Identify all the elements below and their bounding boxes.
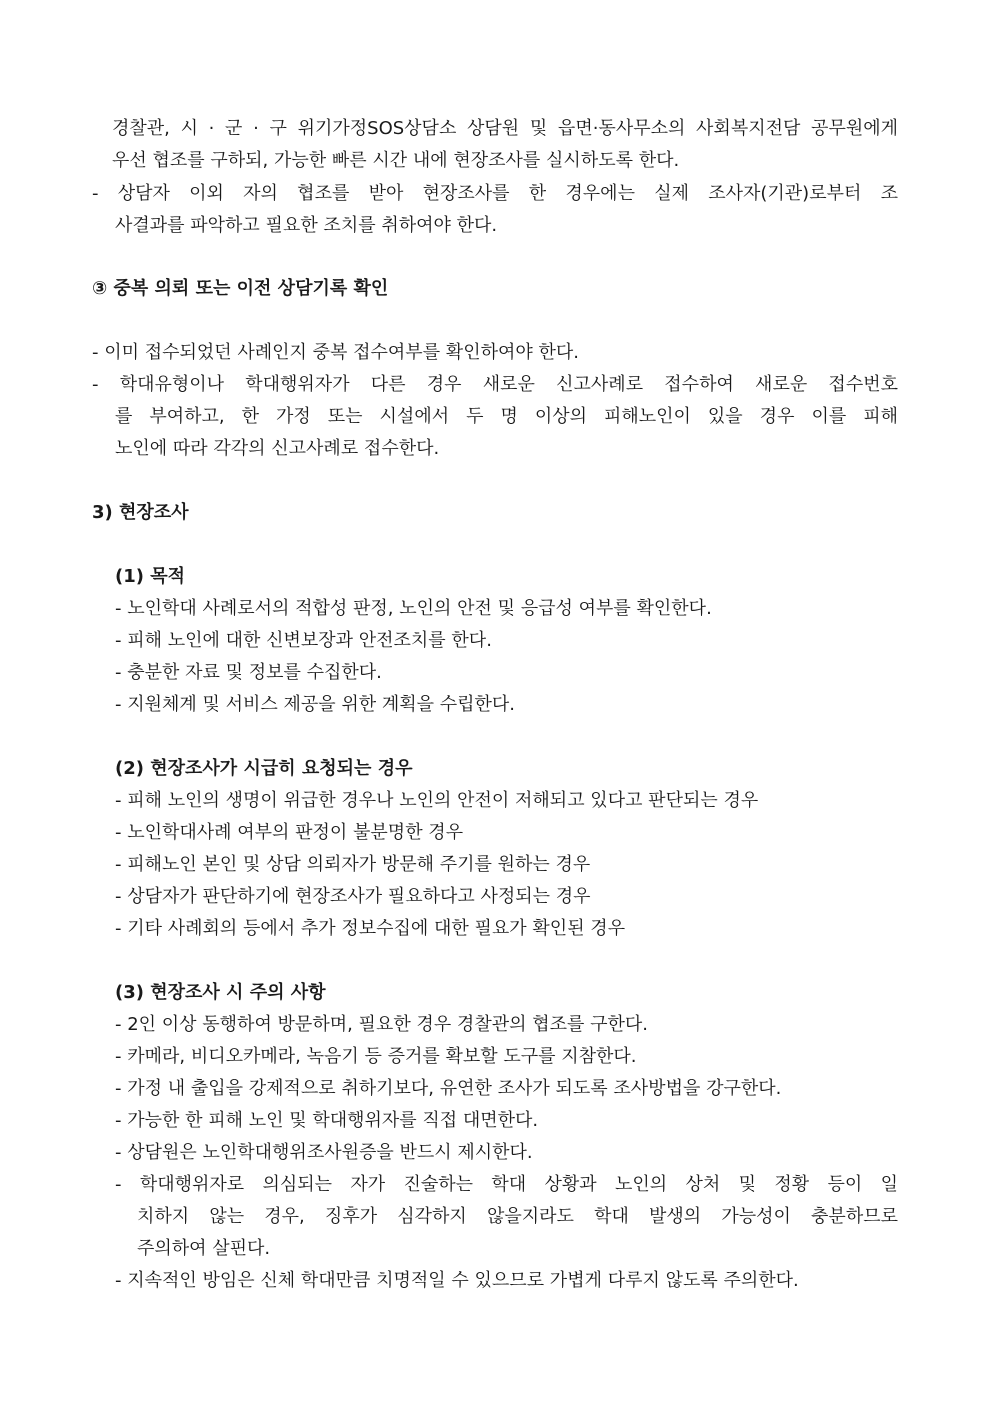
text-line: 를 부여하고, 한 가정 또는 시설에서 두 명 이상의 피해노인이 있을 경우 이를 피해 bbox=[115, 406, 898, 427]
list-item: - 피해 노인에 대한 신변보장과 안전조치를 한다. bbox=[115, 630, 492, 651]
text-line: 주의하여 살핀다. bbox=[137, 1238, 271, 1259]
list-item: - 노인학대 사례로서의 적합성 판정, 노인의 안전 및 응급성 여부를 확인한다. bbox=[115, 598, 712, 619]
list-item: - 카메라, 비디오카메라, 녹음기 등 증거를 확보할 도구를 지참한다. bbox=[115, 1046, 637, 1067]
list-item: - 노인학대사례 여부의 판정이 불분명한 경우 bbox=[115, 822, 464, 843]
text-line: 사결과를 파악하고 필요한 조치를 취하여야 한다. bbox=[115, 215, 498, 236]
list-item: - 2인 이상 동행하여 방문하며, 필요한 경우 경찰관의 협조를 구한다. bbox=[115, 1014, 648, 1035]
list-item: - 충분한 자료 및 정보를 수집한다. bbox=[115, 662, 382, 683]
list-item: - 가정 내 출입을 강제적으로 취하기보다, 유연한 조사가 되도록 조사방법을 강구한다. bbox=[115, 1078, 782, 1099]
list-item: - 가능한 한 피해 노인 및 학대행위자를 직접 대면한다. bbox=[115, 1110, 539, 1131]
list-item: - 피해 노인의 생명이 위급한 경우나 노인의 안전이 저해되고 있다고 판단되는 경우 bbox=[115, 790, 759, 811]
list-item: - 상담원은 노인학대행위조사원증을 반드시 제시한다. bbox=[115, 1142, 533, 1163]
list-item: - 지원체계 및 서비스 제공을 위한 계획을 수립한다. bbox=[115, 694, 516, 715]
text-line: 우선 협조를 구하되, 가능한 빠른 시간 내에 현장조사를 실시하도록 한다. bbox=[112, 150, 680, 171]
list-item: - 상담자가 판단하기에 현장조사가 필요하다고 사정되는 경우 bbox=[115, 886, 591, 907]
subsection-heading: (1) 목적 bbox=[115, 566, 186, 587]
section-heading: 3) 현장조사 bbox=[92, 502, 189, 523]
text-line: 경찰관, 시 · 군 · 구 위기가정SOS상담소 상담원 및 읍면·동사무소의 사회복지전담 공무원에게 bbox=[112, 118, 898, 139]
list-item: - 기타 사례회의 등에서 추가 정보수집에 대한 필요가 확인된 경우 bbox=[115, 918, 626, 939]
subsection-heading: (2) 현장조사가 시급히 요청되는 경우 bbox=[115, 758, 413, 779]
list-item: - 지속적인 방임은 신체 학대만큼 치명적일 수 있으므로 가볍게 다루지 않도록 주의한다. bbox=[115, 1270, 799, 1291]
text-line: 노인에 따라 각각의 신고사례로 접수한다. bbox=[115, 438, 440, 459]
list-item: - 이미 접수되었던 사례인지 중복 접수여부를 확인하여야 한다. bbox=[92, 342, 579, 363]
section-heading: ③ 중복 의뢰 또는 이전 상담기록 확인 bbox=[92, 278, 389, 299]
list-item: - 피해노인 본인 및 상담 의뢰자가 방문해 주기를 원하는 경우 bbox=[115, 854, 591, 875]
text-line: 치하지 않는 경우, 징후가 심각하지 않을지라도 학대 발생의 가능성이 충분하므로 bbox=[137, 1206, 898, 1227]
list-item: - 학대행위자로 의심되는 자가 진술하는 학대 상황과 노인의 상처 및 정황 등이 일 bbox=[115, 1174, 898, 1195]
subsection-heading: (3) 현장조사 시 주의 사항 bbox=[115, 982, 326, 1003]
list-item: - 학대유형이나 학대행위자가 다른 경우 새로운 신고사례로 접수하여 새로운 접수번호 bbox=[92, 374, 898, 395]
list-item: - 상담자 이외 자의 협조를 받아 현장조사를 한 경우에는 실제 조사자(기관)로부터 조 bbox=[92, 183, 898, 204]
